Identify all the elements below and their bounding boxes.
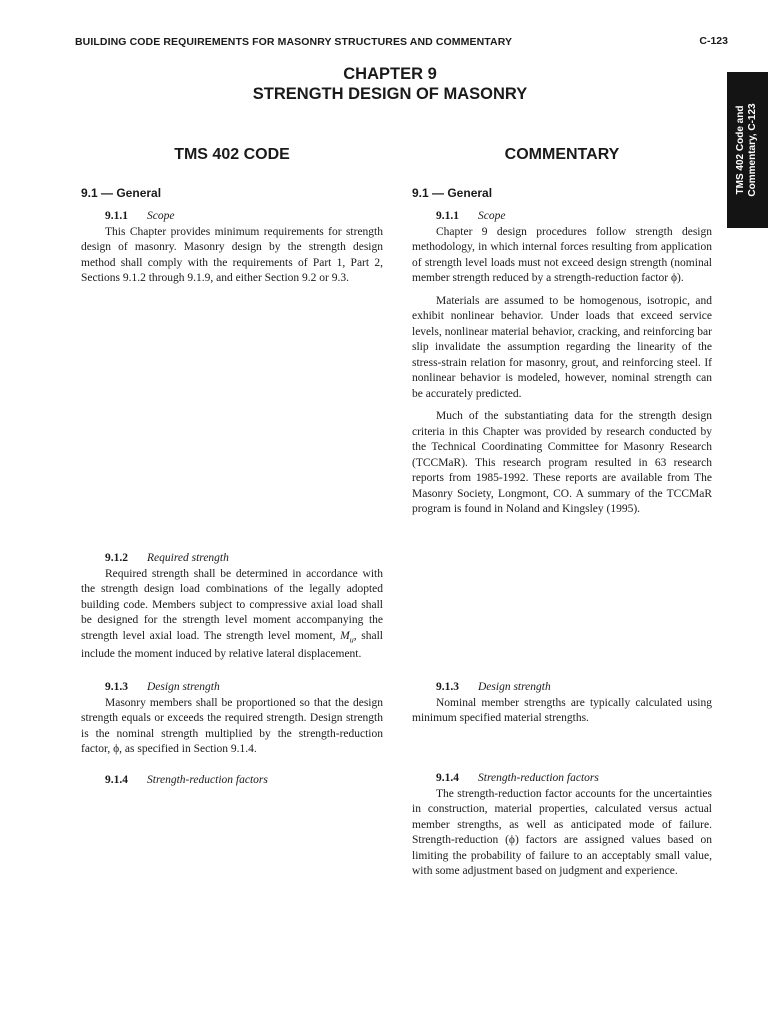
moment-subscript: u (349, 634, 354, 644)
side-tab (727, 72, 768, 228)
code-9-1-3 (81, 680, 383, 758)
commentary-9-1-3-heading (436, 680, 712, 696)
code-9-1-2 (81, 551, 383, 663)
code-9-1-4-title: Strength-reduction factors (147, 774, 268, 786)
side-tab-line-1: TMS 402 Code and (735, 105, 746, 195)
commentary-9-1-3 (412, 680, 712, 727)
commentary-9-1-4-number: 9.1.4 (436, 772, 459, 784)
page-number: C-123 (699, 35, 728, 47)
commentary-9-1-4-text: The strength-reduction factor accounts for the uncertainties in construction, material properties, calculated versus actual member strengths, as well as anticipated mode of failure. Strength-reduction (ϕ) factors are assigned values based on limiting the probability of failure to an acceptably small value, with some adjustment based on judgment and experience. (412, 787, 712, 877)
code-9-1-1-number: 9.1.1 (105, 210, 128, 222)
side-tab-line-2: Commentary, C-123 (747, 103, 758, 197)
code-9-1-4-number: 9.1.4 (105, 774, 128, 786)
code-9-1-2-heading (105, 551, 383, 567)
moment-symbol: M (340, 629, 350, 642)
commentary-9-1-1-paragraph-1: Chapter 9 design procedures follow strength design methodology, in which internal forces resulting from application of strength level loads must not exceed design strength (nominal member strength reduced by a strength-reduction factor ϕ). (412, 225, 712, 284)
running-header: BUILDING CODE REQUIREMENTS FOR MASONRY STRUCTURES AND COMMENTARY (75, 36, 513, 48)
code-column-heading: TMS 402 CODE (174, 146, 290, 163)
commentary-9-1-1-number: 9.1.1 (436, 210, 459, 222)
side-tab-label (735, 103, 759, 196)
code-9-1-2-title: Required strength (147, 552, 229, 564)
code-9-1-3-heading (105, 680, 383, 696)
commentary-column-heading: COMMENTARY (504, 146, 620, 163)
chapter-title: STRENGTH DESIGN OF MASONRY (252, 85, 528, 103)
code-9-1-3-number: 9.1.3 (105, 681, 128, 693)
code-9-1-1 (81, 209, 383, 287)
commentary-9-1-1-title: Scope (478, 210, 506, 222)
commentary-9-1-3-text: Nominal member strengths are typically calculated using minimum specified material strengths. (412, 696, 712, 724)
code-section-heading: 9.1 — General (81, 186, 162, 200)
commentary-section-heading: 9.1 — General (412, 186, 493, 200)
code-9-1-4-heading (105, 773, 383, 789)
code-9-1-2-text-before: Required strength shall be determined in accordance with the strength design load combinations of the legally adopted building code. Members subject to compressive axial load shall be designed for the strength level moment accompanying the strength level axial load. The strength level moment, (81, 567, 383, 642)
commentary-9-1-3-title: Design strength (478, 681, 551, 693)
commentary-9-1-1 (412, 209, 712, 518)
commentary-9-1-4 (412, 771, 712, 880)
code-9-1-3-title: Design strength (147, 681, 220, 693)
code-9-1-2-text (81, 567, 383, 663)
chapter-number: CHAPTER 9 (343, 65, 437, 83)
commentary-9-1-1-paragraph-3: Much of the substantiating data for the strength design criteria in this Chapter was provided by research conducted by the Technical Coordinating Committee for Masonry Research (TCCMaR). This research program resulted in 63 research reports from 1985-1992. These reports are available from The Masonry Society, Longmont, CO. A summary of the TCCMaR program is found in Noland and Kingsley (1995). (412, 410, 712, 515)
commentary-9-1-3-number: 9.1.3 (436, 681, 459, 693)
commentary-9-1-4-heading (436, 771, 712, 787)
commentary-9-1-1-paragraph-2: Materials are assumed to be homogenous, isotropic, and exhibit nonlinear behavior. Under loads that exceed service levels, nonlinear material behavior, cracking, and reinforcing bar slip invalidate the assumption regarding the linearity of the stress-strain relation for masonry, grout, and reinforcing steel. If nonlinear behavior is modeled, however, nominal strength can be accurately predicted. (412, 294, 712, 400)
code-9-1-4 (81, 773, 383, 789)
code-9-1-1-heading (105, 209, 383, 225)
code-9-1-3-text: Masonry members shall be proportioned so that the design strength equals or exceeds the required strength. Design strength is the nominal strength multiplied by the strength-reduction factor, ϕ, as specified in Section 9.1.4. (81, 696, 383, 755)
code-9-1-2-number: 9.1.2 (105, 552, 128, 564)
commentary-9-1-1-heading (436, 209, 712, 225)
commentary-9-1-4-title: Strength-reduction factors (478, 772, 599, 784)
code-9-1-2-text-after: , shall include the moment induced by relative lateral displacement. (81, 629, 383, 661)
code-9-1-1-text: This Chapter provides minimum requirements for strength design of masonry. Masonry design by the strength design method shall comply with the requirements of Part 1, Part 2, Sections 9.1.2 through 9.1.9, and either Section 9.2 or 9.3. (81, 225, 383, 284)
code-9-1-1-title: Scope (147, 210, 175, 222)
